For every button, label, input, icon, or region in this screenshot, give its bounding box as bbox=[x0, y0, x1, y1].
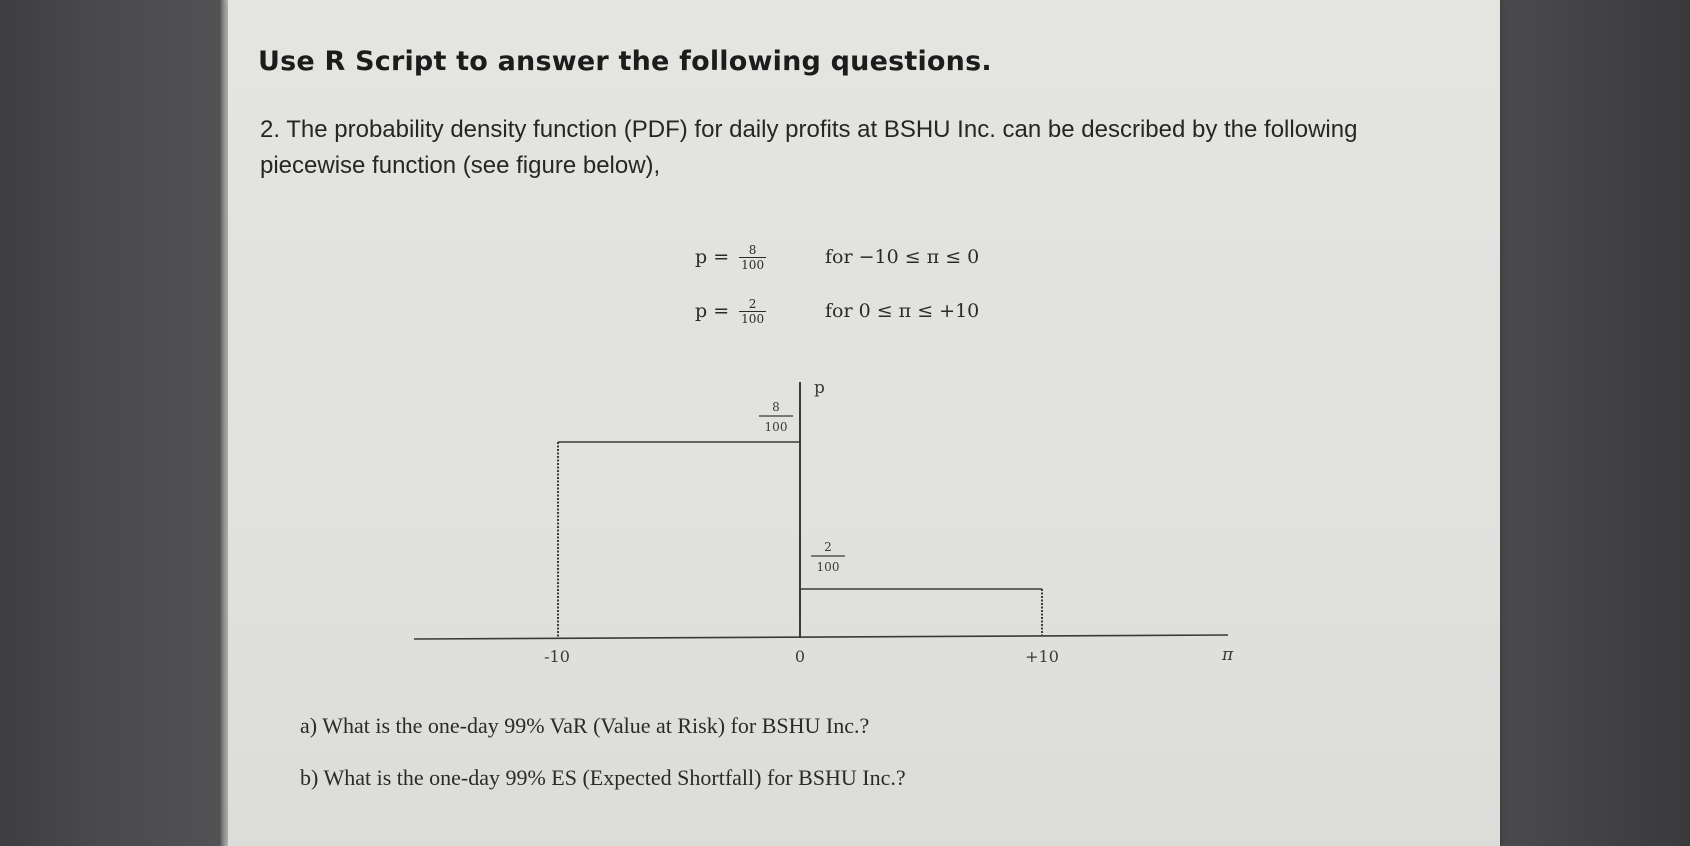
x-tick-label-1: -10 bbox=[544, 647, 570, 666]
formula-2-lhs: p = bbox=[695, 300, 730, 322]
formula-1-lhs: p = bbox=[695, 246, 730, 268]
pdf-segment-2-label-num: 2 bbox=[824, 540, 832, 554]
question-text-line-2: piecewise function (see figure below), bbox=[260, 152, 661, 179]
formula-1-denominator: 100 bbox=[741, 258, 765, 272]
pdf-segment-1-label-num: 8 bbox=[772, 400, 780, 414]
question-text-line-1: The probability density function (PDF) for daily profits at BSHU Inc. can be described by the following bbox=[286, 116, 1358, 143]
formula-1-numerator: 8 bbox=[739, 244, 766, 258]
sub-question-b bbox=[300, 765, 906, 791]
question-number: 2. bbox=[260, 116, 281, 143]
formula-2-numerator: 2 bbox=[739, 298, 766, 312]
pdf-segment-1-label-den: 100 bbox=[764, 420, 788, 434]
sub-question-b-label: b) bbox=[300, 765, 319, 790]
page-heading: Use R Script to answer the following questions. bbox=[258, 46, 992, 77]
x-axis bbox=[414, 635, 1228, 639]
sub-question-a-label: a) bbox=[300, 713, 318, 738]
sub-question-b-text: What is the one-day 99% ES (Expected Shortfall) for BSHU Inc.? bbox=[323, 765, 906, 790]
x-tick-label-2: 0 bbox=[794, 647, 806, 666]
x-tick-label-3: +10 bbox=[1025, 647, 1059, 666]
sub-question-a-text: What is the one-day 99% VaR (Value at Risk) for BSHU Inc.? bbox=[322, 713, 870, 738]
y-axis-label: p bbox=[814, 378, 825, 398]
formula-2-condition: for 0 ≤ π ≤ +10 bbox=[825, 300, 980, 322]
sub-question-a bbox=[300, 713, 869, 739]
formula-1-condition: for −10 ≤ π ≤ 0 bbox=[825, 246, 980, 268]
pdf-segment-2-label-den: 100 bbox=[816, 560, 840, 574]
formula-2-denominator: 100 bbox=[741, 312, 765, 326]
x-axis-label: π bbox=[1222, 645, 1234, 665]
